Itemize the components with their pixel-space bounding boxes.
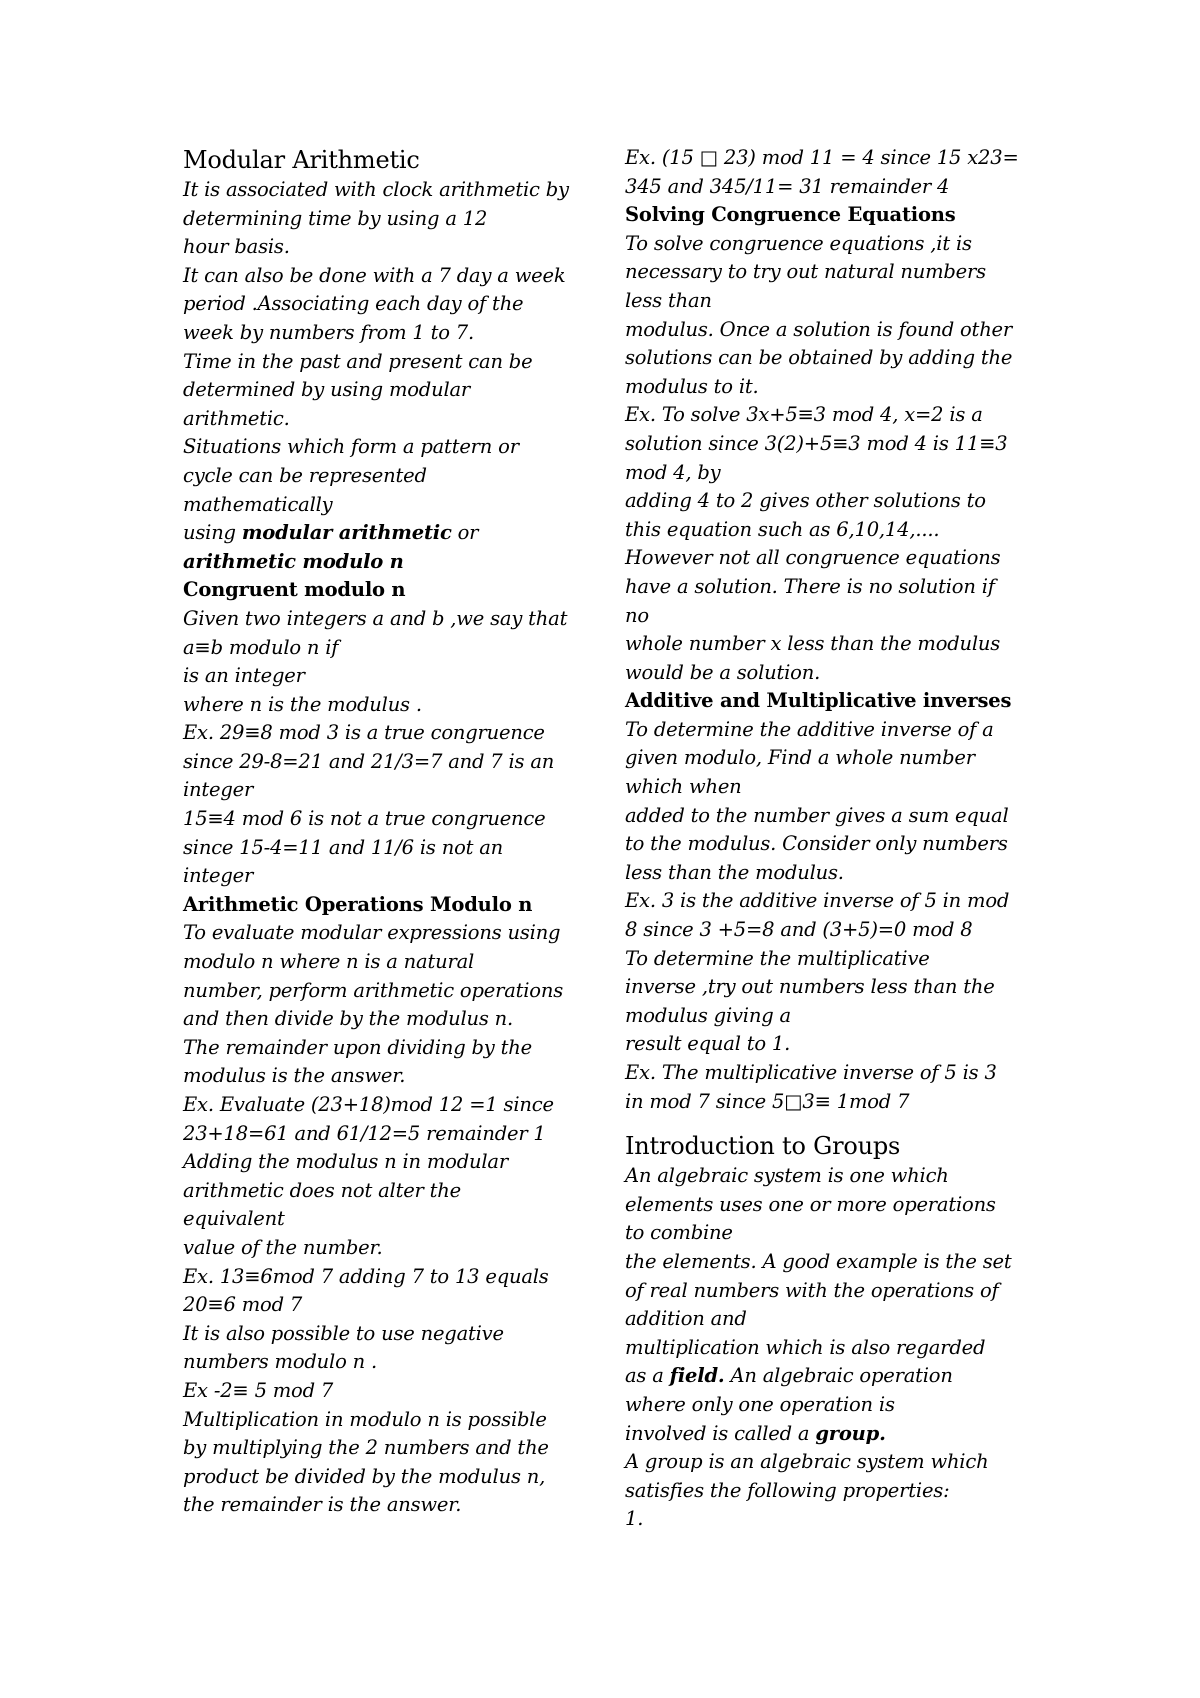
congruent-paragraph — [183, 605, 588, 891]
text-line: a≡b modulo n if — [183, 635, 339, 659]
text-line — [625, 1420, 1045, 1449]
text-line: Time in the past and present can be — [183, 349, 533, 373]
text-line: given modulo, Find a whole number — [625, 746, 975, 770]
text-line: Situations which form a pattern or — [183, 435, 519, 459]
text-line: To solve congruence equations ,it is — [625, 231, 972, 255]
section-heading: Solving Congruence Equations — [625, 203, 956, 227]
text-line: multiplication which is also regarded — [625, 1335, 986, 1359]
text-line: product be divided by the modulus n, — [183, 1464, 546, 1488]
text-line: An algebraic system is one which — [625, 1164, 949, 1188]
text-line: elements uses one or more operations — [625, 1192, 996, 1216]
text-line: 15≡4 mod 6 is not a true congruence — [183, 807, 546, 831]
text-line — [183, 519, 588, 548]
text-line: 20≡6 mod 7 — [183, 1293, 303, 1317]
text-line: Ex. (15 □ 23) mod 11 = 4 since 15 x23= — [625, 146, 1019, 169]
text-line: solution since 3(2)+5≡3 mod 4 is 11≡3 — [625, 431, 1008, 455]
section-spacer — [625, 1116, 1045, 1130]
text-line: determining time by using a 12 — [183, 206, 488, 230]
solving-paragraph — [625, 230, 1045, 688]
inverses-paragraph — [625, 716, 1045, 1116]
text-line: Given two integers a and b ,we say that — [183, 606, 568, 630]
text-line: integer — [183, 778, 254, 802]
page-title: Modular Arithmetic — [183, 146, 420, 174]
text-line: this equation such as 6,10,14,.... — [625, 517, 940, 541]
text-line: 345 and 345/11= 31 remainder 4 — [625, 174, 950, 198]
text-line: cycle can be represented — [183, 463, 427, 487]
text-line: to the modulus. Consider only numbers — [625, 832, 1008, 856]
text-run: or — [451, 521, 479, 545]
text-line: week by numbers from 1 to 7. — [183, 320, 474, 344]
text-line: necessary to try out natural numbers — [625, 260, 986, 284]
text-line: whole number x less than the modulus — [625, 632, 1001, 656]
section-title: Introduction to Groups — [625, 1132, 901, 1161]
text-line: which when — [625, 775, 742, 799]
section-heading: Congruent modulo n — [183, 578, 406, 602]
text-line: no — [625, 603, 649, 627]
text-run: as a — [625, 1364, 670, 1388]
text-line: To determine the multiplicative — [625, 946, 930, 970]
text-line: modulus is the answer. — [183, 1064, 406, 1088]
text-line: since 15-4=11 and 11/6 is not an — [183, 835, 504, 859]
text-line: where only one operation is — [625, 1392, 895, 1416]
text-line: modulo n where n is a natural — [183, 950, 475, 974]
text-line: the elements. A good example is the set — [625, 1249, 1012, 1273]
text-line: mod 4, by — [625, 460, 721, 484]
text-line: since 29-8=21 and 21/3=7 and 7 is an — [183, 749, 555, 773]
text-line: is an integer — [183, 664, 305, 688]
text-line: It is also possible to use negative — [183, 1321, 504, 1345]
text-line — [625, 1362, 1045, 1391]
text-line: added to the number gives a sum equal — [625, 803, 1009, 827]
text-line: to combine — [625, 1221, 733, 1245]
text-line: modulus. Once a solution is found other — [625, 317, 1013, 341]
text-line: the remainder is the answer. — [183, 1493, 462, 1517]
text-line: Multiplication in modulo n is possible — [183, 1407, 547, 1431]
text-line: However not all congruence equations — [625, 546, 1001, 570]
text-line: To evaluate modular expressions using — [183, 921, 561, 945]
groups-paragraph — [625, 1162, 1045, 1534]
text-line: addition and — [625, 1307, 747, 1331]
text-line: by multiplying the 2 numbers and the — [183, 1436, 549, 1460]
bold-term: arithmetic modulo n — [183, 549, 404, 573]
text-line: inverse ,try out numbers less than the — [625, 975, 995, 999]
bold-term: group. — [815, 1421, 886, 1445]
intro-paragraph — [183, 176, 588, 576]
text-line: The remainder upon dividing by the — [183, 1035, 532, 1059]
text-line: adding 4 to 2 gives other solutions to — [625, 489, 986, 513]
text-line: A group is an algebraic system which — [625, 1450, 989, 1474]
text-line: numbers modulo n . — [183, 1350, 377, 1374]
text-line: equivalent — [183, 1207, 285, 1231]
left-column — [183, 144, 588, 1520]
text-line: mathematically — [183, 492, 333, 516]
operations-paragraph — [183, 919, 588, 1519]
text-line: It is associated with clock arithmetic by — [183, 178, 569, 201]
text-line: less than — [625, 288, 712, 312]
right-column — [625, 144, 1045, 1534]
text-line: To determine the additive inverse of a — [625, 717, 994, 741]
bold-term: field. — [669, 1364, 725, 1388]
text-line: Ex -2≡ 5 mod 7 — [183, 1378, 334, 1402]
text-line: Ex. 13≡6mod 7 adding 7 to 13 equals — [183, 1264, 549, 1288]
text-line: and then divide by the modulus n. — [183, 1007, 514, 1031]
text-line: period .Associating each day of the — [183, 292, 524, 316]
text-line: number, perform arithmetic operations — [183, 978, 564, 1002]
text-line: arithmetic does not alter the — [183, 1178, 461, 1202]
text-line: solutions can be obtained by adding the — [625, 346, 1013, 370]
text-line: Ex. 3 is the additive inverse of 5 in mod — [625, 889, 1010, 913]
text-line: hour basis. — [183, 235, 290, 259]
text-line: Ex. Evaluate (23+18)mod 12 =1 since — [183, 1093, 554, 1116]
text-line: Ex. The multiplicative inverse of 5 is 3 — [625, 1061, 997, 1084]
text-line: determined by using modular — [183, 378, 471, 402]
text-line: integer — [183, 864, 254, 888]
text-line: result equal to 1. — [625, 1032, 791, 1056]
text-line: less than the modulus. — [625, 860, 844, 884]
text-line: would be a solution. — [625, 660, 821, 684]
text-line: have a solution. There is no solution if — [625, 574, 995, 598]
text-line: 23+18=61 and 61/12=5 remainder 1 — [183, 1121, 546, 1145]
text-run: involved is called a — [625, 1421, 816, 1445]
bold-term: modular arithmetic — [241, 521, 452, 545]
text-line: arithmetic. — [183, 406, 290, 430]
text-run: using — [183, 521, 242, 545]
text-line: 1. — [625, 1507, 644, 1531]
text-line: Ex. 29≡8 mod 3 is a true congruence — [183, 721, 545, 745]
example-paragraph — [625, 144, 1045, 201]
text-line: Adding the modulus n in modular — [183, 1150, 508, 1174]
text-line: value of the number. — [183, 1235, 383, 1259]
text-line: modulus to it. — [625, 374, 759, 398]
text-line: satisfies the following properties: — [625, 1478, 950, 1502]
text-line: It can also be done with a 7 day a week — [183, 263, 566, 287]
text-line — [183, 548, 588, 577]
text-line: 8 since 3 +5=8 and (3+5)=0 mod 8 — [625, 918, 973, 942]
text-line: of real numbers with the operations of — [625, 1278, 999, 1302]
text-line: in mod 7 since 5□3≡ 1mod 7 — [625, 1089, 910, 1113]
section-heading: Additive and Multiplicative inverses — [625, 689, 1012, 713]
section-heading: Arithmetic Operations Modulo n — [183, 892, 533, 916]
text-run: An algebraic operation — [724, 1364, 953, 1388]
text-line: modulus giving a — [625, 1003, 791, 1027]
text-line: Ex. To solve 3x+5≡3 mod 4, x=2 is a — [625, 403, 983, 427]
text-line: where n is the modulus . — [183, 692, 422, 716]
